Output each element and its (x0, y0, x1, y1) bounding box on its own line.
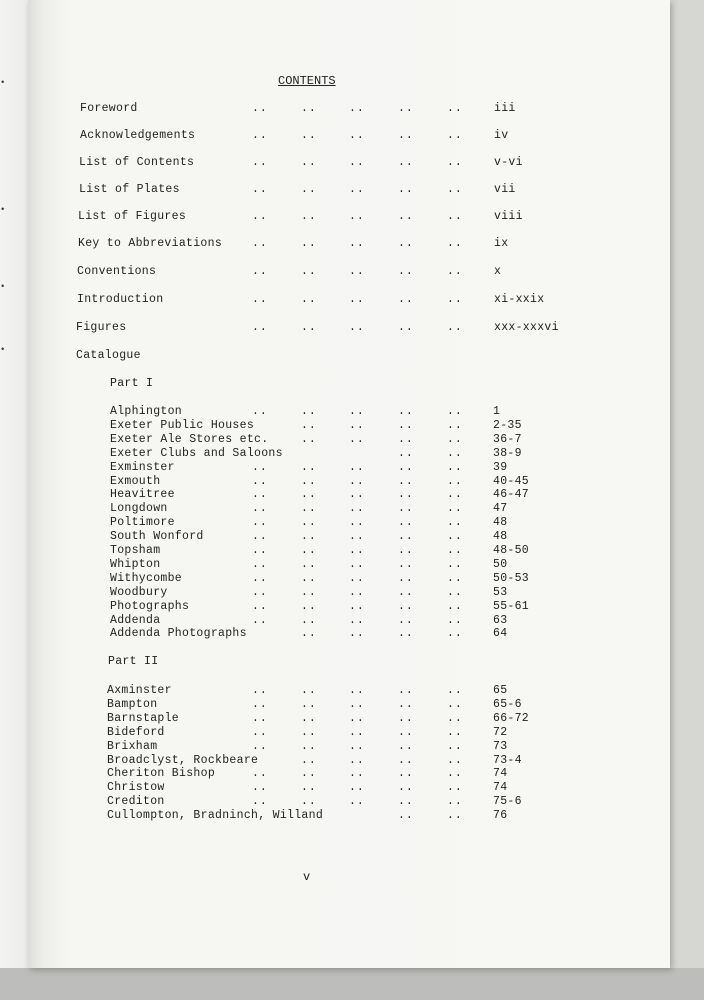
leader-dots: .. (252, 795, 268, 808)
toc-entry-label: Addenda (110, 614, 161, 627)
leader-dots: .. (349, 767, 365, 780)
toc-entry-label: Alphington (110, 405, 183, 418)
toc-entry-label: Topsham (110, 544, 161, 557)
toc-entry (110, 447, 583, 461)
toc-entry-page: 38-9 (493, 447, 522, 460)
toc-entry (79, 156, 584, 170)
leader-dots: .. (349, 129, 365, 142)
toc-entry-page: 48 (493, 516, 508, 529)
leader-dots: .. (252, 614, 268, 627)
leader-dots: .. (398, 809, 414, 822)
leader-dots: .. (349, 237, 365, 250)
toc-entry-label: Figures (76, 321, 127, 334)
leader-dots: .. (301, 502, 317, 515)
toc-entry-label: South Wonford (110, 530, 204, 543)
toc-entry-page: xi-xxix (494, 293, 545, 306)
margin-mark: • (0, 205, 6, 215)
leader-dots: .. (301, 740, 317, 753)
leader-dots: .. (447, 419, 463, 432)
leader-dots: .. (252, 698, 268, 711)
leader-dots: .. (301, 795, 317, 808)
leader-dots: .. (398, 321, 414, 334)
leader-dots: .. (252, 516, 268, 529)
leader-dots: .. (398, 698, 414, 711)
toc-entry-page: vii (494, 183, 516, 196)
toc-entry (107, 767, 583, 781)
leader-dots: .. (447, 684, 463, 697)
leader-dots: .. (301, 712, 317, 725)
leader-dots: .. (349, 754, 365, 767)
toc-entry (110, 558, 583, 572)
leader-dots: .. (398, 684, 414, 697)
leader-dots: .. (398, 265, 414, 278)
toc-entry-page: v-vi (494, 156, 523, 169)
leader-dots: .. (447, 740, 463, 753)
toc-entry-page: 74 (493, 767, 508, 780)
leader-dots: .. (252, 544, 268, 557)
leader-dots: .. (252, 293, 268, 306)
leader-dots: .. (447, 530, 463, 543)
leader-dots: .. (349, 265, 365, 278)
leader-dots: .. (252, 488, 268, 501)
leader-dots: .. (252, 684, 268, 697)
leader-dots: .. (398, 488, 414, 501)
leader-dots: .. (252, 461, 268, 474)
leader-dots: .. (398, 600, 414, 613)
page-folio: v (303, 870, 311, 884)
leader-dots: .. (447, 726, 463, 739)
toc-entry-label: Poltimore (110, 516, 175, 529)
leader-dots: .. (447, 614, 463, 627)
leader-dots: .. (398, 293, 414, 306)
toc-entry (78, 210, 584, 224)
leader-dots: .. (447, 627, 463, 640)
leader-dots: .. (398, 502, 414, 515)
leader-dots: .. (447, 698, 463, 711)
leader-dots: .. (447, 488, 463, 501)
margin-mark: • (0, 345, 6, 355)
leader-dots: .. (447, 767, 463, 780)
leader-dots: .. (252, 781, 268, 794)
toc-entry-label: List of Plates (79, 183, 180, 196)
leader-dots: .. (349, 795, 365, 808)
leader-dots: .. (301, 698, 317, 711)
leader-dots: .. (398, 516, 414, 529)
toc-entry-label: Withycombe (110, 572, 183, 585)
toc-entry (77, 293, 584, 307)
toc-entry-page: ix (494, 237, 509, 250)
toc-entry-page: viii (494, 210, 523, 223)
toc-entry-label: Exeter Clubs and Saloons (110, 447, 283, 460)
catalogue-label: Catalogue (76, 349, 141, 362)
toc-entry-label: Brixham (107, 740, 158, 753)
toc-entry-page: 65-6 (493, 698, 522, 711)
background-surface (670, 0, 704, 968)
leader-dots: .. (447, 516, 463, 529)
leader-dots: .. (252, 129, 268, 142)
toc-entry-label: Cheriton Bishop (107, 767, 216, 780)
leader-dots: .. (349, 712, 365, 725)
leader-dots: .. (301, 419, 317, 432)
leader-dots: .. (447, 210, 463, 223)
toc-entry-label: Conventions (77, 265, 157, 278)
toc-entry-page: iii (494, 102, 516, 115)
leader-dots: .. (301, 183, 317, 196)
toc-entry-page: 39 (493, 461, 508, 474)
leader-dots: .. (301, 516, 317, 529)
leader-dots: .. (447, 237, 463, 250)
leader-dots: .. (447, 265, 463, 278)
leader-dots: .. (447, 809, 463, 822)
leader-dots: .. (398, 627, 414, 640)
leader-dots: .. (301, 156, 317, 169)
toc-entry (110, 544, 583, 558)
toc-entry-label: Axminster (107, 684, 172, 697)
toc-entry (76, 321, 584, 335)
leader-dots: .. (301, 767, 317, 780)
toc-entry (107, 740, 583, 754)
margin-mark: • (0, 78, 6, 88)
leader-dots: .. (252, 767, 268, 780)
leader-dots: .. (398, 781, 414, 794)
leader-dots: .. (447, 321, 463, 334)
toc-entry-label: Longdown (110, 502, 168, 515)
toc-entry-label: Addenda Photographs (110, 627, 247, 640)
toc-entry-label: List of Figures (78, 210, 187, 223)
leader-dots: .. (398, 614, 414, 627)
leader-dots: .. (447, 586, 463, 599)
toc-entry (110, 614, 583, 628)
toc-entry (110, 488, 583, 502)
leader-dots: .. (447, 544, 463, 557)
leader-dots: .. (398, 129, 414, 142)
leader-dots: .. (447, 572, 463, 585)
toc-entry-page: 48 (493, 530, 508, 543)
toc-entry-page: 72 (493, 726, 508, 739)
toc-entry (110, 530, 583, 544)
toc-entry-page: 63 (493, 614, 508, 627)
toc-entry (107, 754, 583, 768)
leader-dots: .. (447, 293, 463, 306)
leader-dots: .. (252, 530, 268, 543)
leader-dots: .. (398, 795, 414, 808)
leader-dots: .. (252, 586, 268, 599)
toc-entry-label: Exminster (110, 461, 175, 474)
leader-dots: .. (301, 102, 317, 115)
leader-dots: .. (447, 795, 463, 808)
margin-mark: • (0, 282, 6, 292)
toc-entry-page: x (494, 265, 502, 278)
leader-dots: .. (349, 558, 365, 571)
toc-entry-label: Barnstaple (107, 712, 180, 725)
leader-dots: .. (447, 475, 463, 488)
toc-entry-page: 46-47 (493, 488, 530, 501)
toc-entry (110, 516, 583, 530)
leader-dots: .. (398, 558, 414, 571)
leader-dots: .. (301, 614, 317, 627)
leader-dots: .. (349, 433, 365, 446)
leader-dots: .. (301, 684, 317, 697)
leader-dots: .. (349, 210, 365, 223)
toc-entry (107, 726, 583, 740)
toc-entry-label: List of Contents (79, 156, 195, 169)
leader-dots: .. (349, 419, 365, 432)
leader-dots: .. (252, 726, 268, 739)
leader-dots: .. (398, 740, 414, 753)
toc-entry-label: Introduction (77, 293, 164, 306)
leader-dots: .. (398, 726, 414, 739)
leader-dots: .. (349, 600, 365, 613)
leader-dots: .. (252, 502, 268, 515)
toc-entry (110, 405, 583, 419)
leader-dots: .. (301, 572, 317, 585)
part-heading: Part I (110, 377, 154, 390)
toc-entry-page: 50-53 (493, 572, 530, 585)
leader-dots: .. (349, 488, 365, 501)
table-surface (0, 968, 704, 1000)
leader-dots: .. (349, 475, 365, 488)
leader-dots: .. (447, 405, 463, 418)
toc-entry-label: Heavitree (110, 488, 175, 501)
toc-entry-page: 65 (493, 684, 508, 697)
toc-entry-page: xxx-xxxvi (494, 321, 559, 334)
leader-dots: .. (301, 129, 317, 142)
leader-dots: .. (398, 237, 414, 250)
leader-dots: .. (252, 156, 268, 169)
toc-entry-label: Exeter Ale Stores etc. (110, 433, 269, 446)
toc-entry-page: 66-72 (493, 712, 530, 725)
leader-dots: .. (252, 740, 268, 753)
leader-dots: .. (398, 447, 414, 460)
leader-dots: .. (301, 600, 317, 613)
toc-entry-page: 36-7 (493, 433, 522, 446)
leader-dots: .. (252, 600, 268, 613)
toc-entry-label: Bideford (107, 726, 165, 739)
toc-entry-page: 53 (493, 586, 508, 599)
part-heading: Part II (108, 655, 159, 668)
leader-dots: .. (252, 405, 268, 418)
leader-dots: .. (398, 102, 414, 115)
leader-dots: .. (349, 461, 365, 474)
toc-entry (110, 586, 583, 600)
toc-entry (80, 129, 584, 143)
leader-dots: .. (349, 572, 365, 585)
leader-dots: .. (447, 102, 463, 115)
leader-dots: .. (301, 265, 317, 278)
toc-entry-label: Christow (107, 781, 165, 794)
leader-dots: .. (398, 461, 414, 474)
toc-entry (110, 433, 583, 447)
leader-dots: .. (301, 433, 317, 446)
toc-entry-label: Whipton (110, 558, 161, 571)
toc-entry (80, 102, 584, 116)
leader-dots: .. (301, 754, 317, 767)
toc-entry (78, 237, 584, 251)
leader-dots: .. (301, 530, 317, 543)
leader-dots: .. (349, 183, 365, 196)
leader-dots: .. (398, 572, 414, 585)
toc-entry-label: Bampton (107, 698, 158, 711)
toc-entry-page: 47 (493, 502, 508, 515)
leader-dots: .. (252, 558, 268, 571)
leader-dots: .. (301, 726, 317, 739)
leader-dots: .. (447, 129, 463, 142)
leader-dots: .. (301, 488, 317, 501)
toc-entry (110, 475, 583, 489)
leader-dots: .. (447, 600, 463, 613)
leader-dots: .. (447, 156, 463, 169)
toc-entry-page: 50 (493, 558, 508, 571)
leader-dots: .. (349, 321, 365, 334)
toc-entry-page: 48-50 (493, 544, 530, 557)
leader-dots: .. (398, 210, 414, 223)
toc-entry (110, 572, 583, 586)
leader-dots: .. (349, 627, 365, 640)
toc-entry-page: 75-6 (493, 795, 522, 808)
leader-dots: .. (398, 754, 414, 767)
leader-dots: .. (398, 433, 414, 446)
leader-dots: .. (349, 684, 365, 697)
toc-entry-page: 73 (493, 740, 508, 753)
leader-dots: .. (398, 183, 414, 196)
toc-entry (107, 698, 583, 712)
toc-entry-label: Foreword (80, 102, 138, 115)
toc-entry-label: Woodbury (110, 586, 168, 599)
leader-dots: .. (301, 293, 317, 306)
leader-dots: .. (349, 740, 365, 753)
toc-entry-page: 74 (493, 781, 508, 794)
toc-entry (107, 809, 583, 823)
leader-dots: .. (447, 447, 463, 460)
leader-dots: .. (447, 183, 463, 196)
leader-dots: .. (301, 475, 317, 488)
toc-entry (107, 684, 583, 698)
toc-entry-page: 64 (493, 627, 508, 640)
leader-dots: .. (301, 781, 317, 794)
leader-dots: .. (398, 475, 414, 488)
toc-entry (107, 795, 583, 809)
leader-dots: .. (447, 712, 463, 725)
toc-entry-page: 73-4 (493, 754, 522, 767)
leader-dots: .. (349, 502, 365, 515)
toc-entry-label: Photographs (110, 600, 190, 613)
toc-entry (107, 712, 583, 726)
toc-entry (79, 183, 584, 197)
leader-dots: .. (349, 102, 365, 115)
leader-dots: .. (349, 586, 365, 599)
leader-dots: .. (349, 614, 365, 627)
leader-dots: .. (398, 405, 414, 418)
toc-entry-label: Exeter Public Houses (110, 419, 255, 432)
toc-entry-label: Crediton (107, 795, 165, 808)
leader-dots: .. (252, 183, 268, 196)
toc-entry (110, 600, 583, 614)
leader-dots: .. (252, 321, 268, 334)
leader-dots: .. (349, 530, 365, 543)
toc-entry (77, 265, 584, 279)
toc-entry-label: Cullompton, Bradninch, Willand (107, 809, 324, 822)
toc-entry-page: 55-61 (493, 600, 530, 613)
toc-entry (110, 419, 583, 433)
toc-entry-label: Exmouth (110, 475, 161, 488)
toc-entry (110, 627, 583, 641)
leader-dots: .. (252, 210, 268, 223)
leader-dots: .. (447, 502, 463, 515)
toc-entry-label: Acknowledgements (80, 129, 196, 142)
leader-dots: .. (301, 586, 317, 599)
leader-dots: .. (252, 237, 268, 250)
toc-entry-label: Key to Abbreviations (78, 237, 223, 250)
leader-dots: .. (447, 433, 463, 446)
leader-dots: .. (301, 558, 317, 571)
leader-dots: .. (349, 156, 365, 169)
leader-dots: .. (349, 698, 365, 711)
leader-dots: .. (398, 419, 414, 432)
toc-entry-page: 40-45 (493, 475, 530, 488)
leader-dots: .. (398, 544, 414, 557)
toc-entry-page: 76 (493, 809, 508, 822)
toc-entry (110, 502, 583, 516)
contents-heading: CONTENTS (278, 74, 336, 88)
leader-dots: .. (349, 405, 365, 418)
leader-dots: .. (349, 544, 365, 557)
leader-dots: .. (447, 558, 463, 571)
leader-dots: .. (252, 265, 268, 278)
leader-dots: .. (447, 754, 463, 767)
leader-dots: .. (301, 321, 317, 334)
toc-entry-page: 2-35 (493, 419, 522, 432)
leader-dots: .. (398, 530, 414, 543)
toc-entry (110, 461, 583, 475)
leader-dots: .. (301, 461, 317, 474)
leader-dots: .. (447, 781, 463, 794)
leader-dots: .. (349, 781, 365, 794)
leader-dots: .. (301, 210, 317, 223)
leader-dots: .. (301, 627, 317, 640)
leader-dots: .. (349, 293, 365, 306)
toc-entry-label: Broadclyst, Rockbeare (107, 754, 259, 767)
leader-dots: .. (398, 586, 414, 599)
leader-dots: .. (398, 712, 414, 725)
toc-entry-page: 1 (493, 405, 501, 418)
leader-dots: .. (349, 516, 365, 529)
toc-entry-page: iv (494, 129, 509, 142)
leader-dots: .. (252, 712, 268, 725)
leader-dots: .. (252, 475, 268, 488)
leader-dots: .. (349, 726, 365, 739)
leader-dots: .. (252, 572, 268, 585)
leader-dots: .. (301, 237, 317, 250)
leader-dots: .. (301, 544, 317, 557)
toc-entry (107, 781, 583, 795)
leader-dots: .. (252, 102, 268, 115)
leader-dots: .. (447, 461, 463, 474)
leader-dots: .. (301, 405, 317, 418)
leader-dots: .. (398, 767, 414, 780)
leader-dots: .. (398, 156, 414, 169)
